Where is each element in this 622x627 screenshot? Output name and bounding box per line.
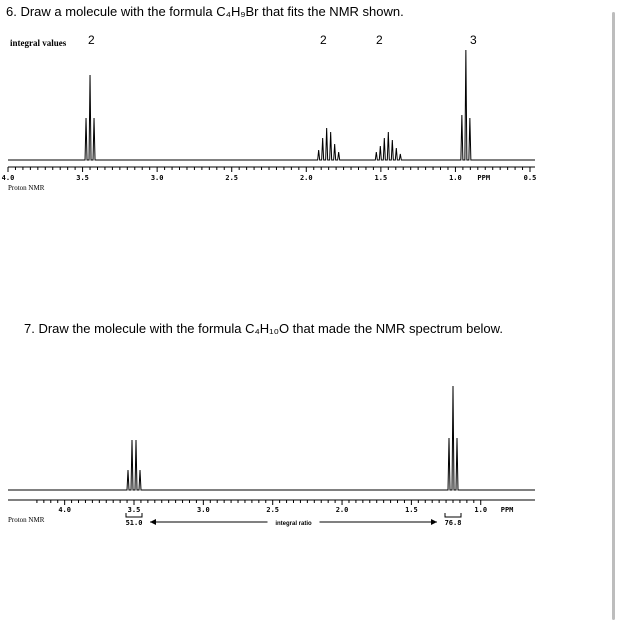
integral-ratio-label: integral ratio bbox=[275, 521, 312, 527]
scrollbar[interactable] bbox=[612, 12, 615, 620]
spectrum-1 bbox=[2, 50, 537, 182]
tick-label: 0.5 bbox=[523, 174, 537, 182]
spectrum-trace-2 bbox=[8, 386, 535, 490]
tick-label: 2.5 bbox=[266, 506, 280, 514]
tick-label: 3.5 bbox=[76, 174, 89, 182]
integral-bracket-right bbox=[445, 513, 461, 517]
tick-label: 4.0 bbox=[1, 174, 15, 182]
spectrum-2 bbox=[8, 386, 535, 527]
tick-label: 3.0 bbox=[197, 506, 210, 514]
ppm-label-2: PPM bbox=[500, 506, 514, 514]
arrow-head-right bbox=[431, 519, 437, 525]
tick-label: 1.5 bbox=[374, 174, 388, 182]
tick-label: 1.0 bbox=[474, 506, 488, 514]
question-6-text: 6. Draw a molecule with the formula C₄H₉Br that fits the NMR shown. bbox=[6, 4, 404, 19]
tick-label: 4.0 bbox=[58, 506, 71, 514]
integral-value-3: 2 bbox=[376, 33, 383, 47]
proton-nmr-label-1: Proton NMR bbox=[8, 184, 45, 192]
question-7-text: 7. Draw the molecule with the formula C₄H₁₀O that made the NMR spectrum below. bbox=[24, 321, 503, 336]
integral-left-value: 51.0 bbox=[125, 519, 143, 527]
tick-label: 3.5 bbox=[127, 506, 141, 514]
tick-label: 2.0 bbox=[299, 174, 313, 182]
integral-value-1: 2 bbox=[88, 33, 95, 47]
spectrum-trace-1 bbox=[8, 50, 535, 160]
arrow-head-left bbox=[150, 519, 156, 525]
integral-value-4: 3 bbox=[470, 33, 477, 47]
integral-value-2: 2 bbox=[320, 33, 327, 47]
tick-label: 3.0 bbox=[150, 174, 164, 182]
proton-nmr-label-2: Proton NMR bbox=[8, 516, 45, 524]
tick-label: 1.5 bbox=[405, 506, 418, 514]
integral-right-value: 76.8 bbox=[444, 519, 462, 527]
tick-label: 2.5 bbox=[225, 174, 239, 182]
integral-values-label: integral values bbox=[10, 38, 67, 48]
tick-label: 1.0 bbox=[449, 174, 462, 182]
tick-label: 2.0 bbox=[335, 506, 349, 514]
ppm-label-1: PPM bbox=[477, 174, 491, 182]
